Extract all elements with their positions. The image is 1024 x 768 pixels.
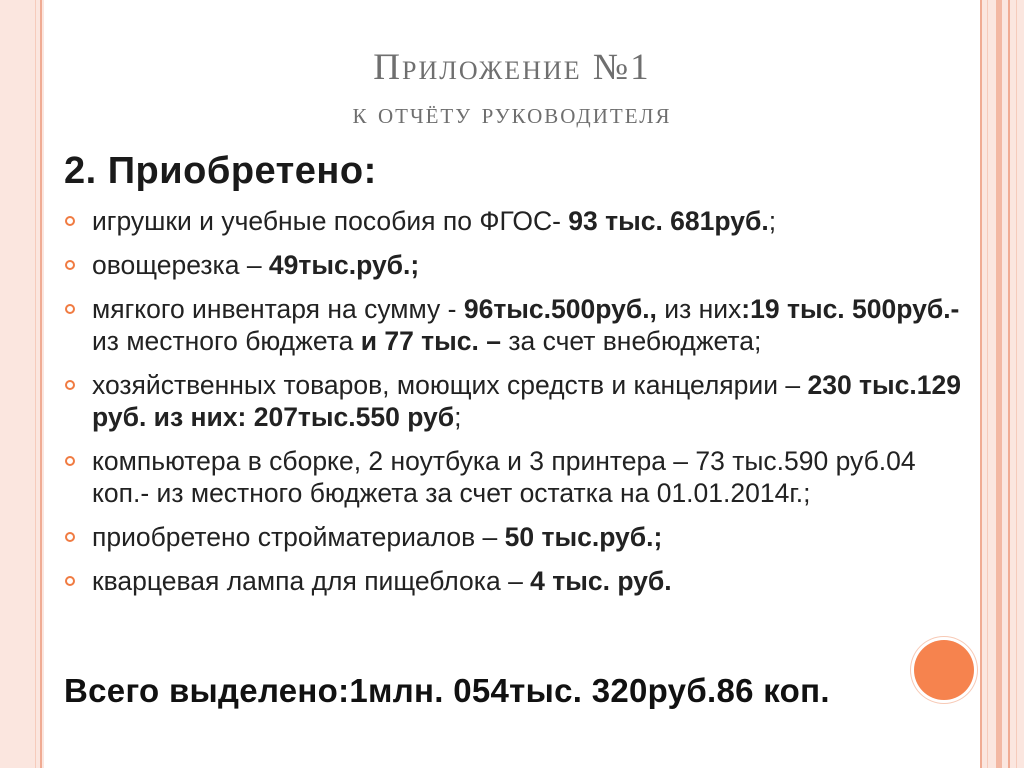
stripe — [996, 0, 1002, 768]
list-item-text: за счет внебюджета; — [501, 326, 762, 356]
right-decorative-border — [980, 0, 1024, 768]
list-item-text: овощерезка – — [92, 250, 269, 280]
list-item-text: ; — [768, 206, 777, 236]
list-item-amount: и 77 тыс. – — [360, 326, 501, 356]
list-item-text: приобретено стройматериалов – — [92, 522, 505, 552]
list-item-text: из местного бюджета — [92, 326, 361, 356]
list-item-amount: :19 тыс. 500руб.- — [741, 294, 960, 324]
list-item-text: хозяйственных товаров, моющих средств и канцелярии – — [92, 370, 808, 400]
list-item-amount: 4 тыс. руб. — [530, 566, 672, 596]
slide-title — [44, 44, 980, 136]
list-item — [62, 249, 972, 281]
list-item — [62, 293, 972, 357]
bullet-icon — [65, 576, 75, 586]
stripe — [1016, 0, 1017, 768]
stripe — [980, 0, 982, 768]
list-item-amount: 96тыс.500руб., — [463, 294, 657, 324]
bullet-icon — [65, 532, 75, 542]
list-item — [62, 369, 972, 433]
total-allocated: Всего выделено:1млн. 054тыс. 320руб.86 коп. — [64, 672, 830, 709]
bullet-icon — [65, 380, 75, 390]
list-item-text: компьютера в сборке, 2 ноутбука и 3 принтера – 73 тыс.590 руб.04 коп.- из местного бюджета за счет остатка на 01.01.2014г.; — [92, 446, 916, 508]
left-decorative-border — [0, 0, 44, 768]
list-item-text: кварцевая лампа для пищеблока – — [92, 566, 531, 596]
list-item-text: ; — [454, 402, 462, 432]
stripe — [987, 0, 988, 768]
list-item-text: мягкого инвентаря на сумму - — [92, 294, 464, 324]
section-heading: 2. Приобретено: — [64, 150, 377, 192]
decorative-orange-circle — [914, 640, 974, 700]
list-item-text: игрушки и учебные пособия по ФГОС- — [92, 206, 569, 236]
stripe — [1008, 0, 1010, 768]
list-item — [62, 205, 972, 237]
list-item — [62, 445, 972, 509]
bullet-icon — [65, 304, 75, 314]
list-item-text: из них — [656, 294, 742, 324]
slide-title-line1: Приложение №1 — [373, 47, 651, 88]
list-item-amount: 230 тыс.129 руб. из них: 207тыс.550 руб — [92, 370, 961, 432]
list-item-amount: 49тыс.руб.; — [268, 250, 420, 280]
list-item — [62, 565, 972, 597]
bullet-icon — [65, 456, 75, 466]
purchase-list — [62, 205, 972, 609]
list-item-amount: 93 тыс. 681руб. — [568, 206, 769, 236]
list-item — [62, 521, 972, 553]
bullet-icon — [65, 260, 75, 270]
bullet-icon — [65, 216, 75, 226]
slide-title-line2: к отчёту руководителя — [352, 97, 672, 130]
list-item-amount: 50 тыс.руб.; — [504, 522, 663, 552]
